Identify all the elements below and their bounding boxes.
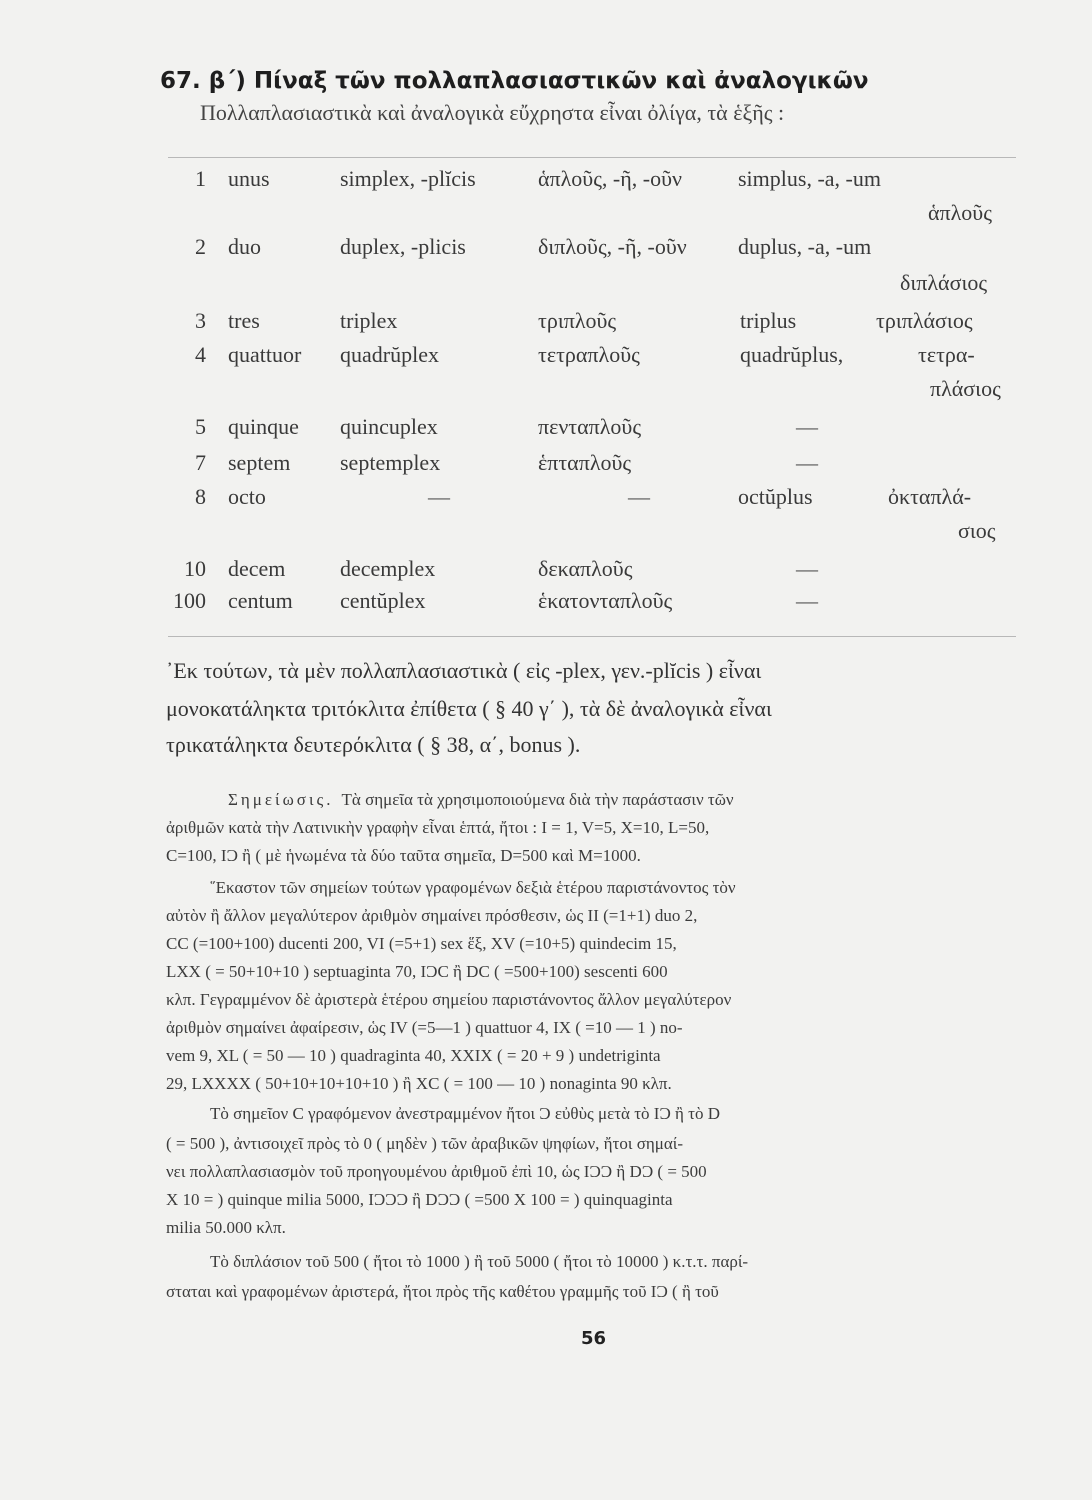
latin-proportional-cell: — bbox=[796, 556, 818, 581]
greek-multiplicative-cell: — bbox=[628, 484, 650, 509]
row-number: 10 bbox=[184, 556, 206, 581]
latin-multiplicative-cell: simplex, -plĭcis bbox=[340, 166, 476, 191]
greek-proportional-continuation: πλάσιος bbox=[930, 376, 1001, 401]
latin-multiplicative-cell: duplex, -plicis bbox=[340, 234, 466, 259]
latin-proportional-cell: triplus bbox=[740, 308, 797, 333]
cardinal-cell: quattuor bbox=[228, 342, 302, 367]
latin-multiplicative-cell: septemplex bbox=[340, 450, 441, 475]
latin-proportional-cell: octŭplus bbox=[738, 484, 813, 509]
cardinal-cell: unus bbox=[228, 166, 270, 191]
note-line: vem 9, XL ( = 50 — 10 ) quadraginta 40, XXIX ( = 20 + 9 ) undetriginta bbox=[166, 1046, 661, 1065]
greek-multiplicative-cell: τετραπλοῦς bbox=[538, 342, 640, 367]
note-line: C=100, IƆ ἢ ( μὲ ἡνωμένα τὰ δύο ταῦτα σημεῖα, D=500 καὶ M=1000. bbox=[166, 846, 641, 865]
latin-proportional-cell: duplus, -a, -um bbox=[738, 234, 872, 259]
cardinal-cell: octo bbox=[228, 484, 266, 509]
latin-proportional-cell: simplus, -a, -um bbox=[738, 166, 881, 191]
cardinal-cell: centum bbox=[228, 588, 293, 613]
greek-proportional-cell: ἁπλοῦς bbox=[928, 200, 992, 225]
note-line: 29, LXXXX ( 50+10+10+10+10 ) ἢ XC ( = 100 — 10 ) nonaginta 90 κλπ. bbox=[166, 1074, 672, 1093]
latin-proportional-cell: — bbox=[796, 450, 818, 475]
note-line: ἀριθμῶν κατὰ τὴν Λατινικὴν γραφὴν εἶναι ἑπτά, ἤτοι : I = 1, V=5, X=10, L=50, bbox=[166, 818, 710, 837]
greek-proportional-cell: ὀκταπλά- bbox=[888, 484, 972, 509]
cardinal-cell: quinque bbox=[228, 414, 299, 439]
latin-multiplicative-cell: centŭplex bbox=[340, 588, 426, 613]
greek-proportional-continuation: σιος bbox=[958, 518, 996, 543]
note-line: αὐτὸν ἢ ἄλλον μεγαλύτερον ἀριθμὸν σημαίνει πρόσθεσιν, ὡς II (=1+1) duo 2, bbox=[166, 906, 698, 925]
latin-proportional-cell: quadrŭplus, bbox=[740, 342, 844, 367]
note-line: X 10 = ) quinque milia 5000, IƆƆƆ ἢ DƆƆ ( =500 X 100 = ) quinquaginta bbox=[166, 1190, 673, 1209]
note-line: κλπ. Γεγραμμένον δὲ ἀριστερὰ ἑτέρου σημείου παριστάνοντος ἄλλον μεγαλύτερον bbox=[166, 990, 732, 1009]
row-number: 4 bbox=[195, 342, 206, 367]
cardinal-cell: duo bbox=[228, 234, 261, 259]
greek-multiplicative-cell: ἑκατονταπλοῦς bbox=[538, 588, 673, 613]
table-bottom-rule bbox=[168, 636, 1016, 637]
greek-proportional-cell: τετρα- bbox=[918, 342, 975, 367]
latin-multiplicative-cell: — bbox=[428, 484, 450, 509]
paragraph-line: μονοκατάληκτα τριτόκλιτα ἐπίθετα ( § 40 γ΄ ), τὰ δὲ ἀναλογικὰ εἶναι bbox=[166, 696, 772, 721]
note-line: Τὰ σημεῖα τὰ χρησιμοποιούμενα διὰ τὴν παράστασιν τῶν bbox=[341, 790, 734, 809]
latin-proportional-cell: — bbox=[796, 414, 818, 439]
latin-multiplicative-cell: quadrŭplex bbox=[340, 342, 439, 367]
section-number: 67. bbox=[160, 68, 201, 94]
latin-multiplicative-cell: decemplex bbox=[340, 556, 436, 581]
page-number: 56 bbox=[581, 1328, 607, 1349]
cardinal-cell: decem bbox=[228, 556, 286, 581]
cardinal-cell: tres bbox=[228, 308, 260, 333]
note-line: LXX ( = 50+10+10 ) septuaginta 70, IƆC ἢ DC ( =500+100) sescenti 600 bbox=[166, 962, 668, 981]
greek-proportional-cell: διπλάσιος bbox=[900, 270, 988, 295]
greek-multiplicative-cell: πενταπλοῦς bbox=[538, 414, 642, 439]
note-line: νει πολλαπλασιασμὸν τοῦ προηγουμένου ἀριθμοῦ ἐπὶ 10, ὡς IƆƆ ἢ DƆ ( = 500 bbox=[166, 1162, 707, 1181]
note-line: Τὸ διπλάσιον τοῦ 500 ( ἤτοι τὸ 1000 ) ἢ τοῦ 5000 ( ἤτοι τὸ 10000 ) κ.τ.τ. παρί- bbox=[210, 1252, 749, 1271]
latin-proportional-cell: — bbox=[796, 588, 818, 613]
note-line: milia 50.000 κλπ. bbox=[166, 1218, 286, 1237]
note-line: ἀριθμὸν σημαίνει ἀφαίρεσιν, ὡς IV (=5—1 ) quattuor 4, IX ( =10 — 1 ) no- bbox=[166, 1018, 683, 1037]
latin-multiplicative-cell: quincuplex bbox=[340, 414, 438, 439]
greek-proportional-cell: τριπλάσιος bbox=[876, 308, 973, 333]
note-line: ( = 500 ), ἀντισοιχεῖ πρὸς τὸ 0 ( μηδὲν ) τῶν ἀραβικῶν ψηφίων, ἤτοι σημαί- bbox=[166, 1134, 684, 1153]
row-number: 1 bbox=[195, 166, 206, 191]
greek-multiplicative-cell: ἑπταπλοῦς bbox=[538, 450, 632, 475]
greek-multiplicative-cell: δεκαπλοῦς bbox=[538, 556, 633, 581]
note-first-line bbox=[228, 790, 1078, 810]
row-number: 8 bbox=[195, 484, 206, 509]
greek-multiplicative-cell: ἁπλοῦς, -ῆ, -οῦν bbox=[538, 166, 682, 191]
greek-multiplicative-cell: διπλοῦς, -ῆ, -οῦν bbox=[538, 234, 687, 259]
section-title: β΄) Πίναξ τῶν πολλαπλασιαστικῶν καὶ ἀναλογικῶν bbox=[208, 68, 869, 94]
greek-multiplicative-cell: τριπλοῦς bbox=[538, 308, 617, 333]
row-number: 7 bbox=[195, 450, 206, 475]
paragraph-line: ᾿Εκ τούτων, τὰ μὲν πολλαπλασιαστικὰ ( εἰς -plex, γεν.-plĭcis ) εἶναι bbox=[166, 658, 762, 683]
note-line: ῞Εκαστον τῶν σημείων τούτων γραφομένων δεξιὰ ἑτέρου παριστάνοντος τὸν bbox=[210, 878, 736, 897]
note-line: σταται καὶ γραφομένων ἀριστερά, ἤτοι πρὸς τῆς καθέτου γραμμῆς τοῦ IƆ ( ἢ τοῦ bbox=[166, 1282, 719, 1301]
cardinal-cell: septem bbox=[228, 450, 291, 475]
latin-multiplicative-cell: triplex bbox=[340, 308, 398, 333]
paragraph-line: τρικατάληκτα δευτερόκλιτα ( § 38, α΄, bonus ). bbox=[166, 732, 581, 757]
note-line: CC (=100+100) ducenti 200, VI (=5+1) sex ἕξ, XV (=10+5) quindecim 15, bbox=[166, 934, 677, 953]
row-number: 3 bbox=[195, 308, 206, 333]
section-subtitle: Πολλαπλασιαστικὰ καὶ ἀναλογικὰ εὔχρηστα εἶναι ὀλίγα, τὰ ἑξῆς : bbox=[200, 100, 785, 125]
row-number: 100 bbox=[173, 588, 206, 613]
note-line: Τὸ σημεῖον C γραφόμενον ἀνεστραμμένον ἤτοι Ɔ εὐθὺς μετὰ τὸ IƆ ἢ τὸ D bbox=[210, 1104, 721, 1123]
row-number: 2 bbox=[195, 234, 206, 259]
note-label: Σημείωσις. bbox=[228, 790, 334, 809]
row-number: 5 bbox=[195, 414, 206, 439]
